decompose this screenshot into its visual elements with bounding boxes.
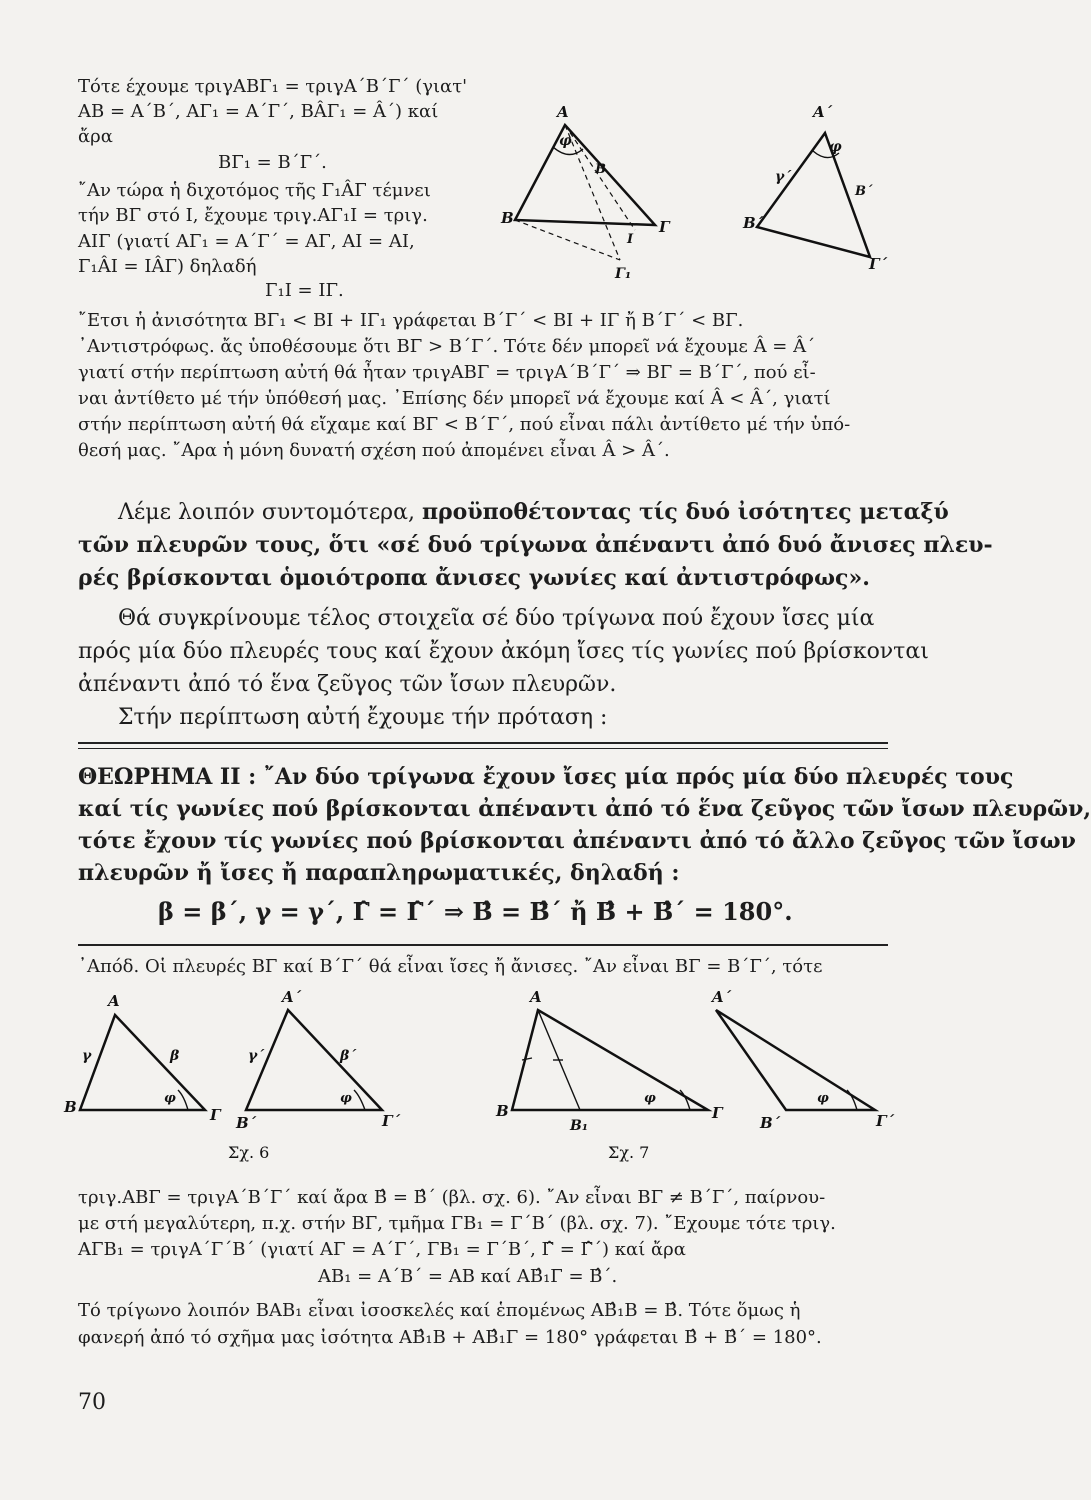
theorem-bottom-rule [78,944,888,946]
fig7-label-g: Γ [712,1104,723,1122]
para2-line3: ἀπέναντι ἀπό τό ἕνα ζεῦγος τῶν ἴσων πλευρῶν. [78,672,617,697]
theorem-line3: τότε ἔχουν τίς γωνίες πού βρίσκονται ἀπέναντι ἀπό τό ἄλλο ζεῦγος τῶν ἴσων [78,828,1076,854]
top-triangles-figure [495,95,915,285]
text-line: ῎Ετσι ἡ ἀνισότητα ΒΓ₁ < ΒΙ + ΙΓ₁ γράφεται Β΄Γ΄ < ΒΙ + ΙΓ ἤ Β΄Γ΄ < ΒΓ. [78,310,744,331]
para2-line2: πρός μία δύο πλευρές τους καί ἔχουν ἀκόμη ἴσες τίς γωνίες πού βρίσκονται [78,639,929,664]
proof-line4: ΑΓΒ₁ = τριγΑ΄Γ΄Β΄ (γιατί ΑΓ = Α΄Γ΄, ΓΒ₁ = Γ΄Β΄, Γ̂ = Γ̂΄) καί ἄρα [78,1239,686,1260]
proof-line6: Τό τρίγωνο λοιπόν ΒΑΒ₁ εἶναι ἰσοσκελές καί ἑπομένως ΑΒ̂₁Β = Β̂. Τότε ὅμως ἡ [78,1300,801,1321]
figures-6-7 [60,990,900,1170]
theorem-top-rule [78,742,888,744]
segment-b-g1 [515,220,620,260]
theorem-line2: καί τίς γωνίες πού βρίσκονται ἀπέναντι ἀπό τό ἕνα ζεῦγος τῶν ἴσων πλευρῶν, [78,796,1091,822]
fig7-tick-2 [522,1058,532,1060]
text-line: Γ₁Ι = ΙΓ. [265,280,344,301]
para1-line2: τῶν πλευρῶν τους, ὅτι «σέ δυό τρίγωνα ἀπέναντι ἀπό δυό ἄνισες πλευ- [78,532,993,558]
label-g: Γ [659,218,670,236]
fig6-arc-g [178,1090,188,1110]
text-line: ΒΓ₁ = Β΄Γ΄. [218,152,327,173]
label-b1: Β΄ [743,214,764,232]
text-line: ΑΙΓ (γιατί ΑΓ₁ = Α΄Γ΄ = ΑΓ, ΑΙ = ΑΙ, [78,231,415,252]
proof-line7: φανερή ἀπό τό σχῆμα μας ἰσότητα ΑΒ̂₁Β + ΑΒ̂₁Γ = 180° γράφεται Β̂ + Β̂΄ = 180°. [78,1327,822,1348]
text-line: ἄρα [78,126,113,147]
fig7-label-a: Α [530,988,542,1006]
text-line: Γ₁ÂΙ = ΙÂΓ) δηλαδή [78,256,257,277]
label-g1: Γ΄ [869,255,888,273]
theorem-line1: ΘΕΩΡΗΜΑ ΙΙ : ῎Αν δύο τρίγωνα ἔχουν ἴσες μία πρός μία δύο πλευρές τους [78,764,1014,790]
fig6-arc-g1 [354,1090,365,1110]
bisector-a-i [565,125,635,230]
label-beta1-side: Β΄ [855,184,873,199]
label-a1: Α΄ [813,103,833,121]
fig6-label-phi: φ [164,1091,176,1106]
text-line: τήν ΒΓ στό Ι, ἔχουμε τριγ.ΑΓ₁Ι = τριγ. [78,205,428,226]
page-number: 70 [78,1390,106,1415]
theorem-top-rule-2 [78,748,888,749]
fig6-label-g: Γ [210,1106,221,1124]
fig6-label-phi1: φ [340,1091,352,1106]
fig7-label-b1p: Β΄ [760,1114,781,1132]
label-i: Ι [627,232,634,247]
theorem-line4: πλευρῶν ἤ ἴσες ἤ παραπληρωματικές, δηλαδή : [78,860,680,886]
fig7-triangle-abg [512,1010,708,1110]
para1-bold: προϋποθέτοντας τίς δυό ἰσότητες μεταξύ [421,499,949,525]
label-a: Α [557,103,569,121]
fig6-triangle-a1b1g1 [246,1010,382,1110]
label-b-mid: Β [595,162,606,177]
para1-line1 [78,497,949,528]
fig7-caption: Σχ. 7 [608,1143,650,1162]
label-g-sub: Γ₁ [615,266,632,282]
fig7-label-a1: Α΄ [712,988,732,1006]
text-line: στήν περίπτωση αὐτή θά εἴχαμε καί ΒΓ < Β΄Γ΄, πού εἶναι πάλι ἀντίθετο μέ τήν ὑπό- [78,414,851,435]
segment-a-g1 [565,125,620,260]
text-line: ᾿Αντιστρόφως. ἄς ὑποθέσουμε ὅτι ΒΓ > Β΄Γ΄. Τότε δέν μπορεῖ νά ἔχουμε Â = Â΄ [78,336,816,357]
proof-line3: με στή μεγαλύτερη, π.χ. στήν ΒΓ, τμῆμα ΓΒ₁ = Γ΄Β΄ (βλ. σχ. 7). ῎Εχουμε τότε τριγ. [78,1213,836,1234]
text-line: γιατί στήν περίπτωση αὐτή θά ἦταν τριγΑΒΓ = τριγΑ΄Β΄Γ΄ ⇒ ΒΓ = Β΄Γ΄, πού εἶ- [78,362,816,383]
fig6-label-b: Β [64,1098,77,1116]
para1-line3: ρές βρίσκονται ὁμοιότροπα ἄνισες γωνίες καί ἀντιστρόφως». [78,565,870,591]
text-line: θεσή μας. ῎Αρα ἡ μόνη δυνατή σχέση πού ἀπομένει εἶναι Â > Â΄. [78,440,670,461]
proof-line5: ΑΒ₁ = Α΄Β΄ = ΑΒ καί ΑΒ̂₁Γ = Β̂΄. [318,1266,618,1287]
text-line: ΑΒ = Α΄Β΄, ΑΓ₁ = Α΄Γ΄, ΒÂΓ₁ = Â΄) καί [78,101,439,122]
proof-line2: τριγ.ΑΒΓ = τριγΑ΄Β΄Γ΄ καί ἄρα Β̂ = Β̂΄ (βλ. σχ. 6). ῎Αν εἶναι ΒΓ ≠ Β΄Γ΄, παίρνου- [78,1187,826,1208]
fig6-label-gamma1: γ΄ [248,1048,265,1064]
triangle-abg [515,125,655,225]
para1-intro: Λέμε λοιπόν συντομότερα, [118,500,422,525]
theorem-formula: β = β΄, γ = γ΄, Γ̂ = Γ̂΄ ⇒ Β̂ = Β̂΄ ἤ Β̂ + Β̂΄ = 180°. [158,897,793,926]
fig7-label-phi1: φ [817,1091,829,1106]
fig7-label-g1: Γ΄ [876,1112,895,1130]
fig6-label-beta1: β΄ [340,1048,357,1064]
fig6-triangle-abg [80,1015,205,1110]
label-gamma1: γ΄ [775,169,792,185]
fig6-label-g1: Γ΄ [382,1112,401,1130]
label-b: Β [501,209,514,227]
label-phi: φ [559,133,572,149]
fig7-label-b1: Β₁ [570,1118,588,1134]
fig6-label-a: Α [108,992,120,1010]
fig7-label-phi: φ [644,1091,656,1106]
text-line: ῎Αν τώρα ἡ διχοτόμος τῆς Γ₁ÂΓ τέμνει [78,180,431,201]
fig7-label-b: Β [496,1102,509,1120]
para2-line4: Στήν περίπτωση αὐτή ἔχουμε τήν πρόταση : [118,705,608,730]
fig6-caption: Σχ. 6 [228,1143,270,1162]
fig6-label-b1: Β΄ [236,1114,257,1132]
proof-line1: ᾿Απόδ. Οἱ πλευρές ΒΓ καί Β΄Γ΄ θά εἶναι ἴσες ἤ ἄνισες. ῎Αν εἶναι ΒΓ = Β΄Γ΄, τότε [78,956,823,977]
para2-line1: Θά συγκρίνουμε τέλος στοιχεῖα σέ δύο τρίγωνα πού ἔχουν ἴσες μία [118,606,875,631]
text-line: ναι ἀντίθετο μέ τήν ὑπόθεσή μας. ᾿Επίσης δέν μπορεῖ νά ἔχουμε καί Â < Â΄, γιατί [78,388,831,409]
fig6-label-beta: β [170,1048,180,1064]
text-line: Τότε έχουμε τριγΑΒΓ₁ = τριγΑ΄Β΄Γ΄ (γιατ' [78,76,468,97]
label-phi1: φ [829,139,842,155]
fig6-label-a1: Α΄ [282,988,302,1006]
fig6-label-gamma: γ [82,1048,92,1064]
